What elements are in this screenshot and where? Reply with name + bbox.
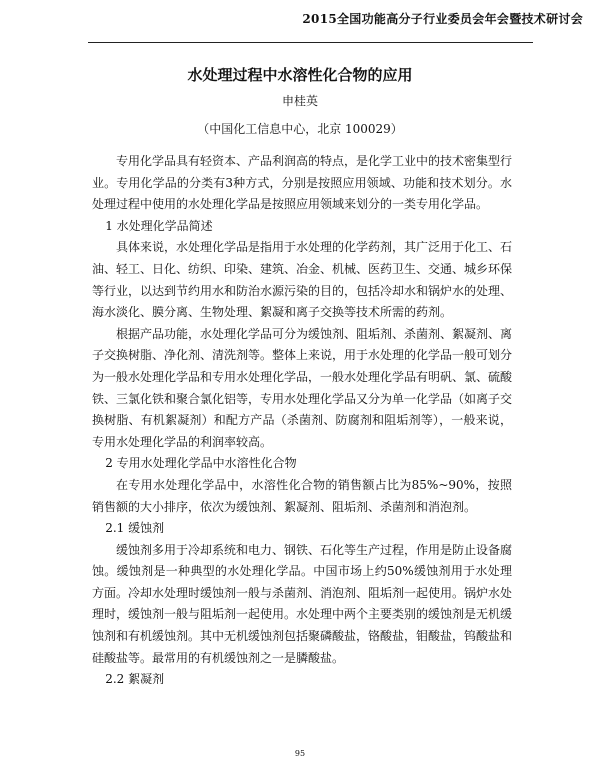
article-body (92, 151, 512, 691)
header-divider (88, 42, 533, 43)
section-heading-1: 1 水处理化学品简述 (105, 218, 213, 233)
running-header: 2015全国功能高分子行业委员会年会暨技术研讨会 (302, 12, 583, 26)
paragraph-intro: 专用化学品具有轻资本、产品利润高的特点，是化学工业中的技术密集型行业。专用化学品的分类有3种方式，分别是按照应用领域、功能和技术划分。水处理过程中使用的水处理化学品是按照应用领域来划分的一类专用化学品。 (92, 154, 513, 212)
article-author: 申桂英 (281, 94, 318, 108)
section-heading-2-1: 2.1 缓蚀剂 (105, 521, 165, 536)
section-heading-2-2: 2.2 絮凝剂 (105, 672, 165, 687)
paragraph-sales-share: 在专用水处理化学品中，水溶性化合物的销售额占比为85%~90%，按照销售额的大小排序，依次为缓蚀剂、絮凝剂、阻垢剂、杀菌剂和消泡剂。 (92, 477, 512, 514)
page-number: 95 (294, 749, 306, 758)
author-affiliation: （中国化工信息中心，北京 100029） (197, 122, 403, 136)
article-title: 水处理过程中水溶性化合物的应用 (187, 66, 413, 84)
section-heading-2: 2 专用水处理化学品中水溶性化合物 (105, 456, 297, 471)
paragraph-definition: 具体来说，水处理化学品是指用于水处理的化学药剂，其广泛用于化工、石油、轻工、日化、纺织、印染、建筑、冶金、机械、医药卫生、交通、城乡环保等行业，以达到节约用水和防治水源污染的目的，包括冷却水和锅炉水的处理、海水淡化、膜分离、生物处理、絮凝和离子交换等技术所需的药剂。 (92, 240, 513, 320)
paragraph-classification: 根据产品功能，水处理化学品可分为缓蚀剂、阻垢剂、杀菌剂、絮凝剂、离子交换树脂、净化剂、清洗剂等。整体上来说，用于水处理的化学品一般可划分为一般水处理化学品和专用水处理化学品，一般水处理化学品有明矾、氯、硫酸铁、三氯化铁和聚合氯化铝等，专用水处理化学品又分为单一化学品（如离子交换树脂、有机絮凝剂）和配方产品（杀菌剂、防腐剂和阻垢剂等），一般来说，专用水处理化学品的利润率较高。 (92, 326, 513, 449)
paragraph-corrosion-inhibitor: 缓蚀剂多用于冷却系统和电力、钢铁、石化等生产过程，作用是防止设备腐蚀。缓蚀剂是一种典型的水处理化学品。中国市场上约50%缓蚀剂用于水处理方面。冷却水处理时缓蚀剂一般与杀菌剂、消泡剂、阻垢剂一起使用。锅炉水处理时，缓蚀剂一般与阻垢剂一起使用。水处理中两个主要类别的缓蚀剂是无机缓蚀剂和有机缓蚀剂。其中无机缓蚀剂包括聚磷酸盐，铬酸盐，钼酸盐，钨酸盐和硅酸盐等。最常用的有机缓蚀剂之一是膦酸盐。 (92, 542, 513, 665)
